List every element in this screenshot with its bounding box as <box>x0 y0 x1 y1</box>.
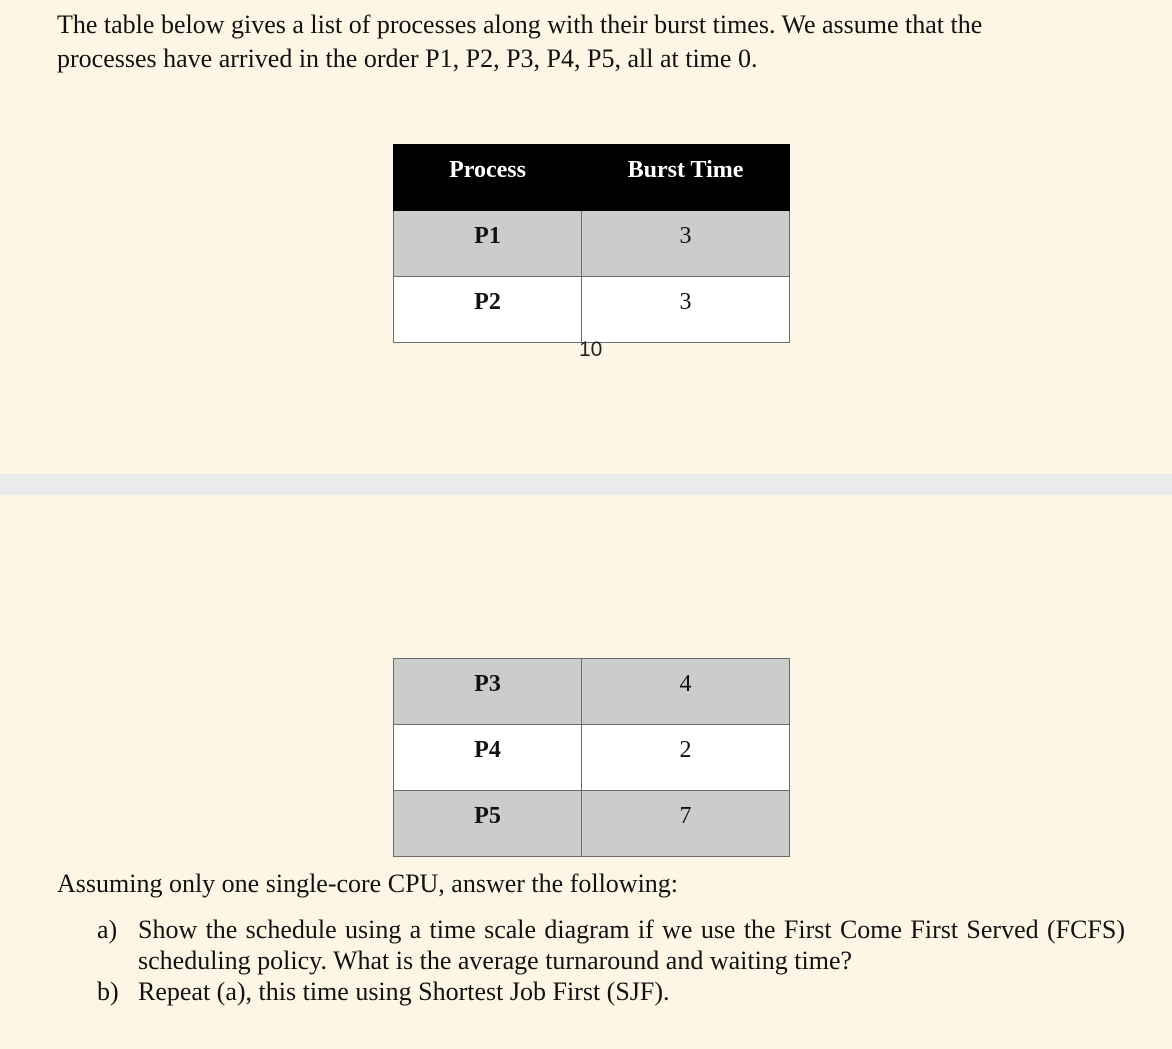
item-text: Repeat (a), this time using Shortest Job First (SJF). <box>138 977 670 1006</box>
burst-cell: 7 <box>582 791 790 857</box>
burst-cell: 3 <box>582 211 790 277</box>
header-burst-time: Burst Time <box>582 145 790 211</box>
item-marker: a) <box>97 915 118 944</box>
process-cell: P3 <box>394 659 582 725</box>
table-row <box>394 725 790 791</box>
page-break-divider <box>0 474 1172 495</box>
process-cell: P1 <box>394 211 582 277</box>
table-row <box>394 277 790 343</box>
header-process: Process <box>394 145 582 211</box>
burst-cell: 3 <box>582 277 790 343</box>
page-number: 10 <box>579 338 603 361</box>
process-cell: P4 <box>394 725 582 791</box>
question-list <box>57 914 1125 1007</box>
table-header-row <box>394 145 790 211</box>
question-item-a <box>57 914 1125 976</box>
question-block <box>57 868 1125 1007</box>
item-text: Show the schedule using a time scale diagram if we use the First Come First Served (FCFS) scheduling policy. What is the average turnaround and waiting time? <box>138 915 1125 975</box>
burst-cell: 2 <box>582 725 790 791</box>
process-table-part-1 <box>393 144 790 343</box>
process-cell: P5 <box>394 791 582 857</box>
table-row <box>394 659 790 725</box>
intro-paragraph <box>57 8 1117 76</box>
intro-line-1: The table below gives a list of processes along with their burst times. We assume that the <box>57 10 983 39</box>
table-row <box>394 211 790 277</box>
item-marker: b) <box>97 977 119 1006</box>
burst-cell: 4 <box>582 659 790 725</box>
intro-line-2: processes have arrived in the order P1, P2, P3, P4, P5, all at time 0. <box>57 44 758 73</box>
process-table-part-2 <box>393 658 790 857</box>
question-item-b <box>57 976 1125 1007</box>
process-cell: P2 <box>394 277 582 343</box>
question-lead: Assuming only one single-core CPU, answer the following: <box>57 869 679 898</box>
table-row <box>394 791 790 857</box>
